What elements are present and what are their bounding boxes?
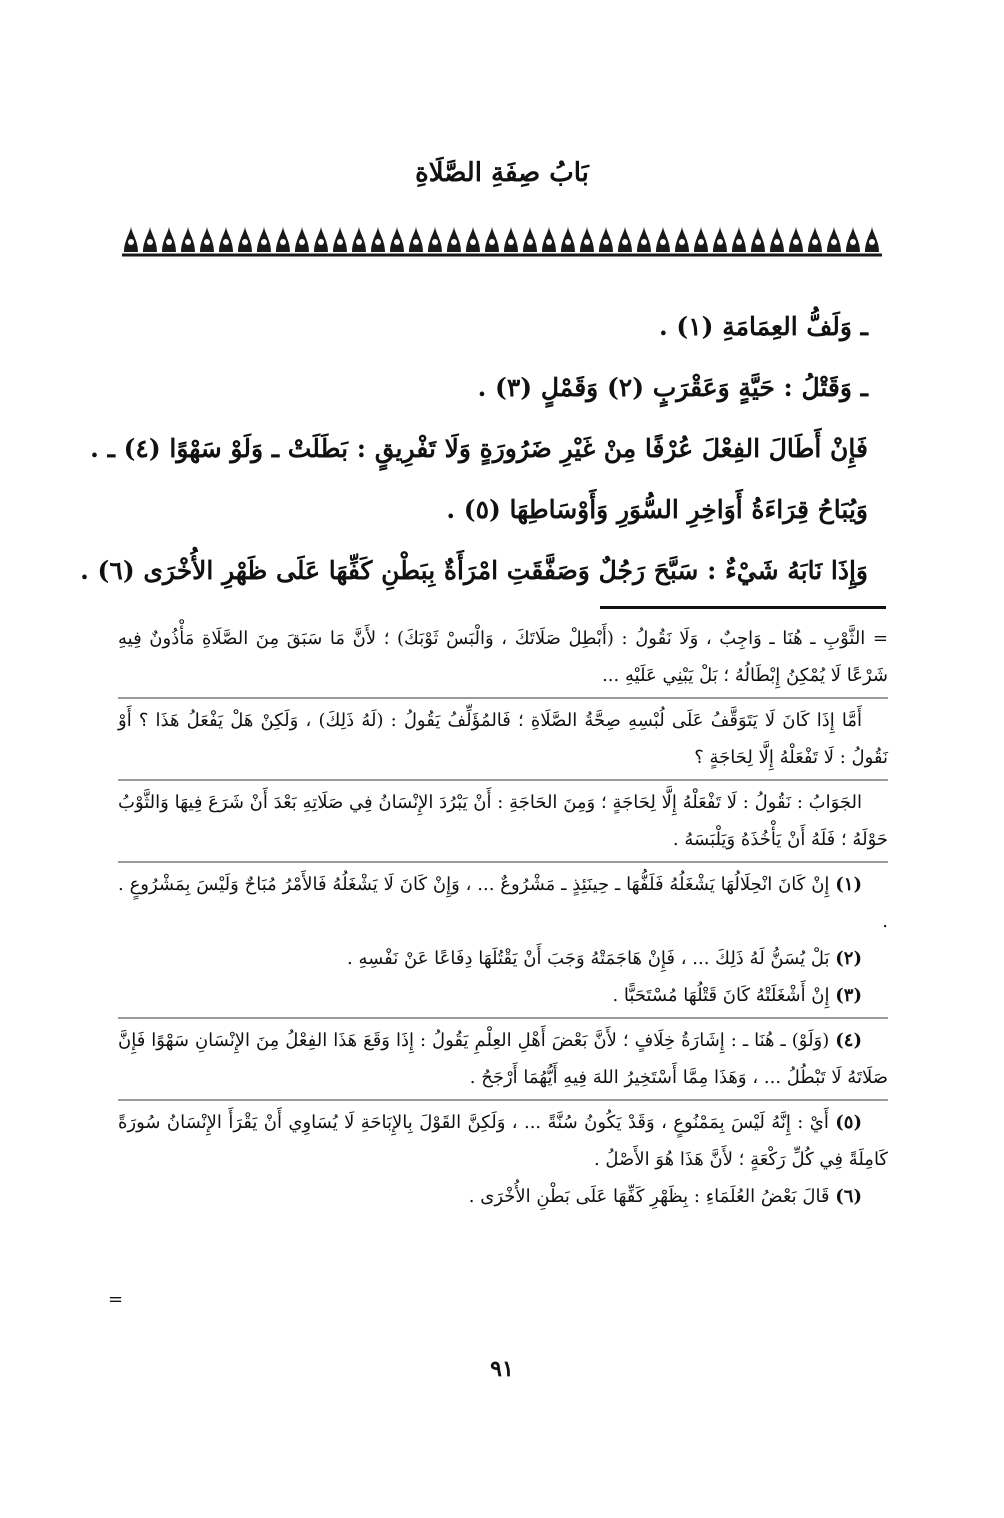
footnote-number: (٢) xyxy=(835,948,862,969)
footnote-paragraph: أَمَّا إِذَا كَانَ لَا يَتَوَقَّفُ عَلَى لُبْسِهِ صِحَّةُ الصَّلَاةِ ؛ فَالمُؤَلِّفُ يَقُولُ : (لَهُ ذَلِكَ) ، وَلَكِنْ هَلْ يَفْعَلُ هَذَا ؟ أَوْ نَقُولُ : لَا تَفْعَلْهُ إِلَّا لِحَاجَةٍ ؟ xyxy=(118,710,888,768)
footnote-divider xyxy=(600,606,886,609)
footnotes-section xyxy=(118,620,888,1215)
footnote-text: بَلْ يُسَنُّ لَهُ ذَلِكَ ... ، فَإِنْ هَاجَمَتْهُ وَجَبَ أَنْ يَقْتُلَهَا دِفَاعًا عَنْ نَفْسِهِ . xyxy=(347,948,830,969)
continuation-mark: = xyxy=(108,1289,124,1310)
main-line: فَإِنْ أَطَالَ الفِعْلَ عُرْفًا مِنْ غَيْرِ ضَرُورَةٍ وَلَا تَفْرِيقٍ : بَطَلَتْ ـ وَلَوْ سَهْوًا (٤) ـ . xyxy=(90,434,868,463)
footnote-rule xyxy=(118,1017,888,1019)
footnote-text: (وَلَوْ) ـ هُنَا ـ : إِشَارَةُ خِلَافٍ ؛ لأَنَّ بَعْضَ أَهْلِ العِلْمِ يَقُولُ : إِذَا وَقَعَ هَذَا الفِعْلُ مِنَ الإِنْسَانِ سَهْوًا فَإِنَّ صَلَاتَهُ لَا تَبْطُلُ ... ، وَهَذَا مِمَّا أَسْتَخِيرُ اللهَ فِيهِ أَيُّهُمَا أَرْجَحُ . xyxy=(118,1030,888,1088)
footnote-continuation: = الثَّوْبِ ـ هُنَا ـ وَاجِبٌ ، وَلَا نَقُولُ : (أَبْطِلْ صَلَاتَكَ ، وَالْبَسْ ثَوْبَكَ) ؛ لأَنَّ مَا سَبَقَ مِنَ الصَّلَاةِ مَأْذُونٌ فِيهِ شَرْعًا لَا يُمْكِنُ إِبْطَالُهُ ؛ بَلْ يَبْنِي عَلَيْهِ ... xyxy=(118,628,888,686)
footnote-number: (٤) xyxy=(835,1030,862,1051)
footnote-text: أَيْ : إِنَّهُ لَيْسَ بِمَمْنُوعٍ ، وَقَدْ يَكُونُ سُنَّةً ... ، وَلَكِنَّ القَوْلَ بِالإِبَاحَةِ لَا يُسَاوِي أَنْ يَقْرَأَ الإِنْسَانُ سُورَةً كَامِلَةً فِي كُلِّ رَكْعَةٍ ؛ لأَنَّ هَذَا هُوَ الأَصْلُ . xyxy=(118,1112,888,1170)
main-line: ـ وَلَفُّ العِمَامَةِ (١) . xyxy=(658,312,868,341)
footnote-number: (١) xyxy=(835,874,862,895)
footnote-item xyxy=(118,940,888,977)
footnote-item xyxy=(118,1104,888,1178)
page-number: ٩١ xyxy=(490,1356,514,1382)
chapter-header: بَابُ صِفَةِ الصَّلَاةِ xyxy=(415,158,589,188)
footnote-paragraph: الجَوَابُ : نَقُولُ : لَا تَفْعَلْهُ إِلَّا لِحَاجَةٍ ؛ وَمِنَ الحَاجَةِ : أَنْ يَبْرُدَ الإِنْسَانُ فِي صَلَاتِهِ بَعْدَ أَنْ شَرَعَ فِيهَا وَالثَّوْبُ حَوْلَهُ ؛ فَلَهُ أَنْ يَأْخُذَهُ وَيَلْبَسَهُ . xyxy=(118,792,888,850)
footnote-text: إِنْ أَشْغَلَتْهُ كَانَ قَتْلُهَا مُسْتَحَبًّا . xyxy=(612,985,830,1006)
footnote-text: قَالَ بَعْضُ العُلَمَاءِ : بِظَهْرِ كَفِّهَا عَلَى بَطْنِ الأُخْرَى . xyxy=(468,1186,830,1207)
footnote-number: (٦) xyxy=(835,1186,862,1207)
footnote-number: (٣) xyxy=(835,985,862,1006)
main-text xyxy=(80,296,868,601)
footnote-rule xyxy=(118,1099,888,1101)
main-line: وَإِذَا نَابَهُ شَيْءٌ : سَبَّحَ رَجُلٌ وَصَفَّقَتِ امْرَأَةٌ بِبَطْنِ كَفِّهَا عَلَى ظَهْرِ الأُخْرَى (٦) . xyxy=(80,556,868,585)
ornamental-border xyxy=(122,222,882,258)
footnote-rule xyxy=(118,779,888,781)
footnote-item xyxy=(118,1022,888,1096)
footnote-item xyxy=(118,977,888,1014)
footnote-text: إِنْ كَانَ انْحِلَالُهَا يَشْغَلُهُ فَلَفُّهَا ـ حِينَئِذٍ ـ مَشْرُوعٌ ... ، وَإِنْ كَانَ لَا يَشْغَلُهُ فَالأَمْرُ مُبَاحٌ وَلَيْسَ بِمَشْرُوعٍ . . xyxy=(118,874,888,932)
main-line: ـ وَقَتْلُ : حَيَّةٍ وَعَقْرَبٍ (٢) وَقَمْلٍ (٣) . xyxy=(477,373,868,402)
footnote-number: (٥) xyxy=(835,1112,862,1133)
footnote-item xyxy=(118,1178,888,1215)
main-line: وَيُبَاحُ قِرَاءَةُ أَوَاخِرِ السُّوَرِ وَأَوْسَاطِهَا (٥) . xyxy=(446,495,868,524)
footnote-rule xyxy=(118,861,888,863)
footnote-item xyxy=(118,866,888,940)
footnote-rule xyxy=(118,697,888,699)
